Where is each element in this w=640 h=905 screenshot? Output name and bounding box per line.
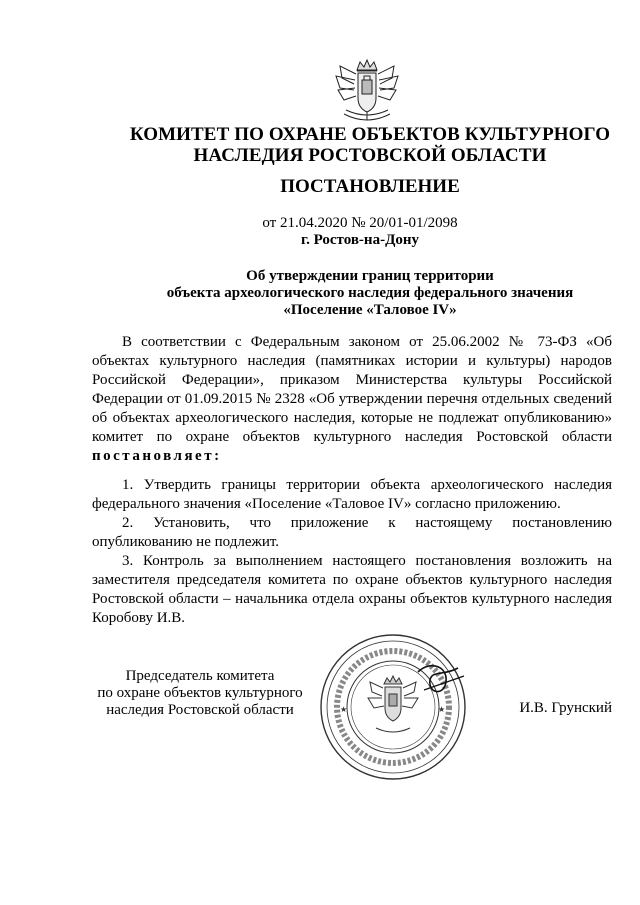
preamble-text: В соответствии с Федеральным законом от 25.06.2002 № 73-ФЗ «Об объектах культурного наследия (памятниках истории и культуры) народов Российской Федерации», приказом Министерства культуры Российской Федерации от 01.09.2015 № 2328 «Об утверждении перечня отдельных сведений об объектах археологического наследия, которые не подлежат опубликованию» комитет по охране объектов культурного наследия Ростовской области [92,334,612,445]
document-city: г. Ростов-на-Дону [300,232,420,248]
item-3: 3. Контроль за выполнением настоящего постановления возложить на заместителя председателя комитета по охране объектов культурного наследия Ростовской области – начальника отдела охраны объектов культурного наследия Коробову И.В. [92,553,612,626]
signatory-position-line2: по охране объектов культурного [97,685,303,701]
svg-text:★: ★ [438,705,446,714]
signatory-position-line1: Председатель комитета [125,668,275,684]
item-1: 1. Утвердить границы территории объекта археологического наследия федерального значения «Поселение «Таловое IV» согласно приложению. [92,477,612,512]
document-date-number: от 21.04.2020 № 20/01-01/2098 [262,215,458,231]
item-2: 2. Установить, что приложение к настоящему постановлению опубликованию не подлежит. [92,515,612,550]
document-title-line2: объекта археологического наследия федерального значения [166,285,574,301]
coat-of-arms-icon [330,58,404,128]
organization-name-line1: КОМИТЕТ ПО ОХРАНЕ ОБЪЕКТОВ КУЛЬТУРНОГО [129,124,611,145]
resolves-keyword: постановляет: [92,448,222,464]
document-title-line3: «Поселение «Таловое IV» [283,302,457,318]
signatory-position-line3: наследия Ростовской области [106,702,294,718]
signatory-position [80,668,320,719]
official-seal-stamp [318,632,468,782]
signatory-name: И.В. Грунский [519,700,612,716]
svg-text:★: ★ [340,705,348,714]
preamble-paragraph [92,333,612,466]
document-type: ПОСТАНОВЛЕНИЕ [280,176,460,197]
organization-name-line2: НАСЛЕДИЯ РОСТОВСКОЙ ОБЛАСТИ [193,145,547,166]
document-title-line1: Об утверждении границ территории [246,268,494,284]
